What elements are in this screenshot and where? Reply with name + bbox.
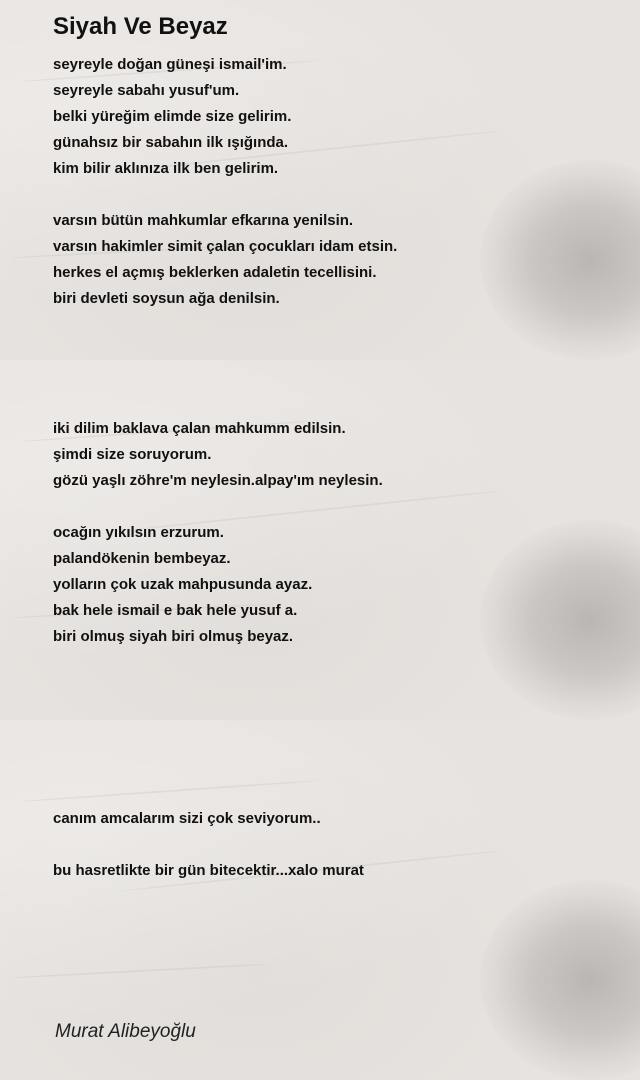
poem-line: yolların çok uzak mahpusunda ayaz.: [53, 576, 313, 593]
stanza-break: [53, 702, 613, 728]
stanza-break: [53, 728, 613, 754]
poem-line: biri olmuş siyah biri olmuş beyaz.: [53, 628, 294, 645]
poem-body: [53, 52, 613, 884]
stanza-break: [53, 676, 613, 702]
stanza-break: [53, 312, 613, 338]
poem-line: bak hele ismail e bak hele yusuf a.: [53, 602, 298, 619]
poem-line: canım amcalarım sizi çok seviyorum..: [53, 810, 321, 827]
poem-title: Siyah Ve Beyaz: [53, 13, 228, 40]
poem-line: biri devleti soysun ağa denilsin.: [53, 290, 280, 307]
stanza-break: [53, 832, 613, 858]
poem-line: iki dilim baklava çalan mahkumm edilsin.: [53, 420, 346, 437]
stanza-break: [53, 338, 613, 364]
stanza-break: [53, 494, 613, 520]
poem-line: herkes el açmış beklerken adaletin tecellisini.: [53, 264, 377, 281]
stanza-break: [53, 754, 613, 780]
poem-line: seyreyle doğan güneşi ismail'im.: [53, 56, 287, 73]
poem-line: şimdi size soruyorum.: [53, 446, 212, 463]
poem-line: gözü yaşlı zöhre'm neylesin.alpay'ım neylesin.: [53, 472, 383, 489]
poem-line: günahsız bir sabahın ilk ışığında.: [53, 134, 289, 151]
stanza-break: [53, 780, 613, 806]
poem-line: ocağın yıkılsın erzurum.: [53, 524, 224, 541]
stanza-break: [53, 182, 613, 208]
stanza-break: [53, 364, 613, 390]
poem-line: seyreyle sabahı yusuf'um.: [53, 82, 240, 99]
poem-line: varsın bütün mahkumlar efkarına yenilsin.: [53, 212, 354, 229]
stanza-break: [53, 390, 613, 416]
poem-line: belki yüreğim elimde size gelirim.: [53, 108, 292, 125]
poem-line: kim bilir aklınıza ilk ben gelirim.: [53, 160, 279, 177]
poem-author: Murat Alibeyoğlu: [55, 1021, 196, 1042]
poem-line: palandökenin bembeyaz.: [53, 550, 231, 567]
poem-line: bu hasretlikte bir gün bitecektir...xalo murat: [53, 862, 364, 879]
stanza-break: [53, 650, 613, 676]
poem-line: varsın hakimler simit çalan çocukları idam etsin.: [53, 238, 398, 255]
